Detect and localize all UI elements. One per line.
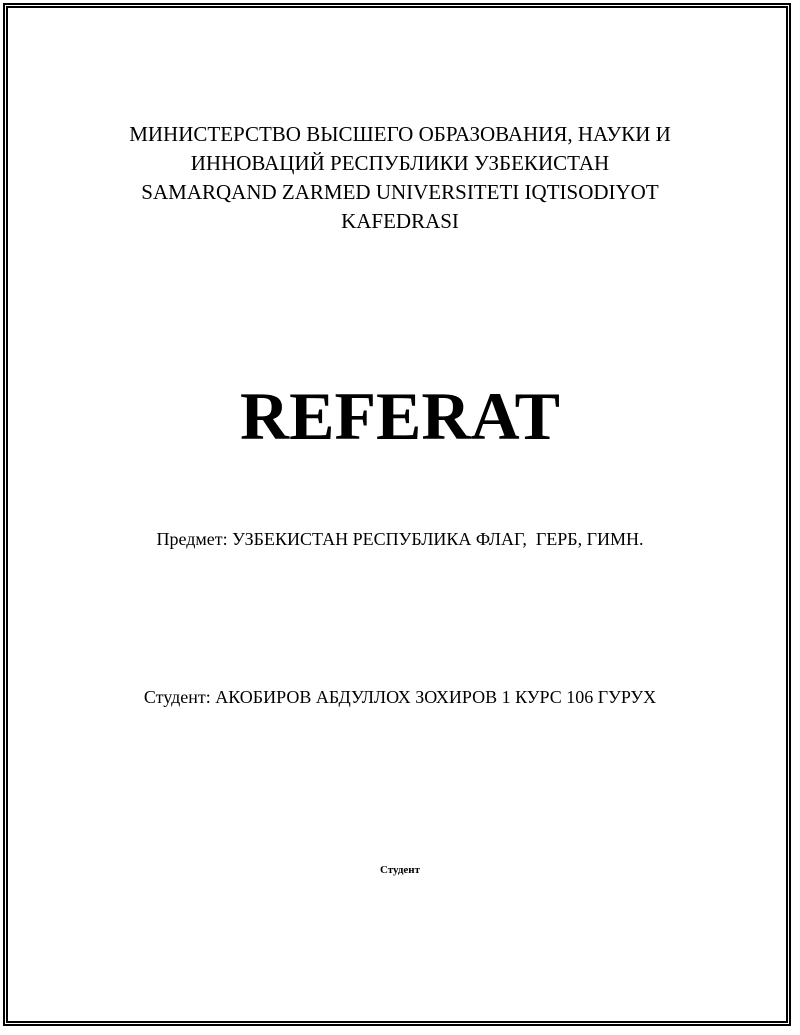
header-line-2: ИННОВАЦИЙ РЕСПУБЛИКИ УЗБЕКИСТАН [190,151,610,175]
header-line-1: МИНИСТЕРСТВО ВЫСШЕГО ОБРАЗОВАНИЯ, НАУКИ И [129,122,671,146]
institution-header [0,120,800,236]
footer-student-label: Студент [379,864,421,876]
subject-line: Предмет: УЗБЕКИСТАН РЕСПУБЛИКА ФЛАГ, ГЕРБ, ГИМН. [156,529,644,549]
header-line-4: KAFEDRASI [341,209,459,233]
header-line-3: SAMARQAND ZARMED UNIVERSITETI IQTISODIYOT [141,180,659,204]
student-line: Студент: АКОБИРОВ АБДУЛЛОХ ЗОХИРОВ 1 КУРС 106 ГУРУХ [143,687,657,707]
document-title: REFERAT [240,378,560,454]
